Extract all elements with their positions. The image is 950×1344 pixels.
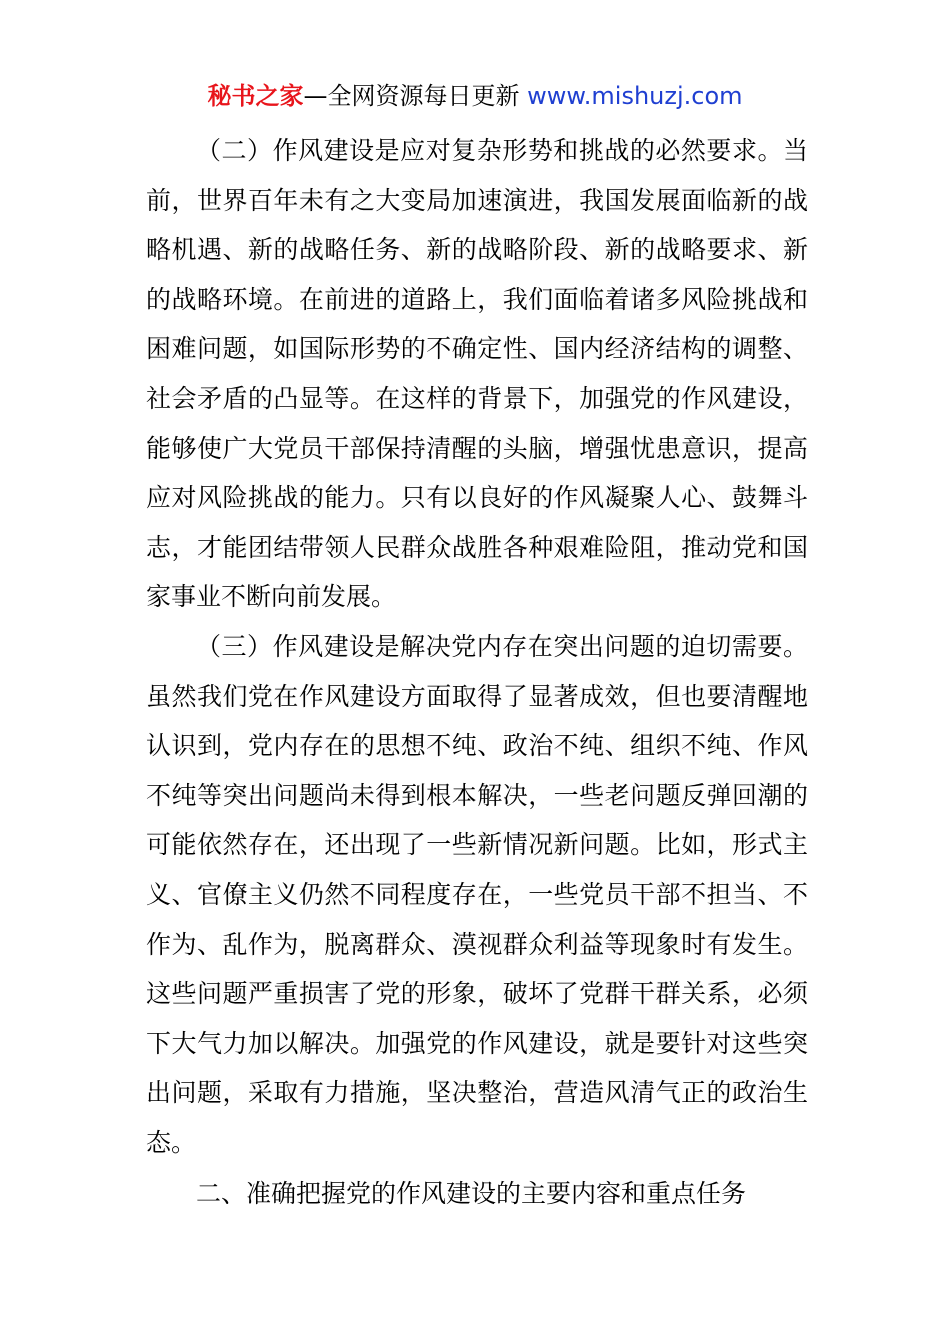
document-body [146, 126, 808, 1219]
page-header [0, 78, 950, 114]
brand-name: 秘书之家 [207, 82, 304, 110]
paragraph-2: （二）作风建设是应对复杂形势和挑战的必然要求。当前，世界百年未有之大变局加速演进，我国发展面临新的战略机遇、新的战略任务、新的战略阶段、新的战略要求、新的战略环境。在前进的道路上，我们面临着诸多风险挑战和困难问题，如国际形势的不确定性、国内经济结构的调整、社会矛盾的凸显等。在这样的背景下，加强党的作风建设，能够使广大党员干部保持清醒的头脑，增强忧患意识，提高应对风险挑战的能力。只有以良好的作风凝聚人心、鼓舞斗志，才能团结带领人民群众战胜各种艰难险阻，推动党和国家事业不断向前发展。 [146, 136, 808, 612]
section-heading: 二、准确把握党的作风建设的主要内容和重点任务 [196, 1179, 747, 1209]
site-url[interactable]: www.mishuzj.com [527, 82, 743, 110]
header-tagline: —全网资源每日更新 [303, 82, 528, 110]
paragraph-3: （三）作风建设是解决党内存在突出问题的迫切需要。虽然我们党在作风建设方面取得了显著成效，但也要清醒地认识到，党内存在的思想不纯、政治不纯、组织不纯、作风不纯等突出问题尚未得到根本解决，一些老问题反弹回潮的可能依然存在，还出现了一些新情况新问题。比如，形式主义、官僚主义仍然不同程度存在，一些党员干部不担当、不作为、乱作为，脱离群众、漠视群众利益等现象时有发生。这些问题严重损害了党的形象，破坏了党群干群关系，必须下大气力加以解决。加强党的作风建设，就是要针对这些突出问题，采取有力措施，坚决整治，营造风清气正的政治生态。 [146, 631, 808, 1157]
